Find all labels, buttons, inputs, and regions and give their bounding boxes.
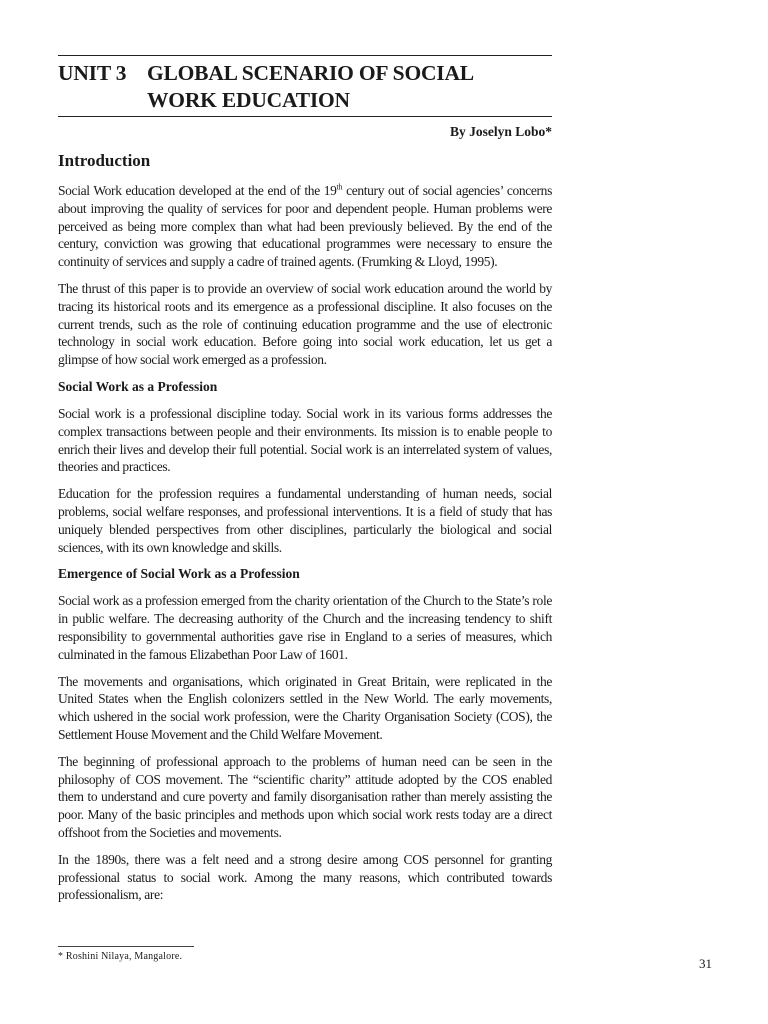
footnote: * Roshini Nilaya, Mangalore. — [58, 951, 183, 962]
intro-p1-superscript: th — [336, 182, 343, 192]
emergence-heading: Emergence of Social Work as a Profession — [58, 566, 300, 582]
emergence-paragraph-2: The movements and organisations, which originated in Great Britain, were replicated in the United States when the English colonizers settled in the New World. The early movements, which ushered in the social work profession, were the Charity Organisation Society (COS), the Settlement House Movement and the Child Welfare Movement. — [58, 673, 552, 742]
unit-number: UNIT 3 — [58, 61, 127, 85]
document-body — [58, 150, 552, 913]
emergence-paragraph-3: The beginning of professional approach to the problems of human need can be seen in the philosophy of COS movement. The “scientific charity” attitude adopted by the COS enabled them to understand and cure poverty and family disorganisation rather than merely assisting the poor. Many of the basic principles and methods upon which social work rests today are a direct offshoot from the Societies and movements. — [58, 753, 552, 840]
intro-p1-end: century out of social agencies’ concerns about improving the quality of services for poor and dependent people. Human problems were perceived as being more complex than what had been previously believed. By the end of the century, conviction was growing that educational programmes were necessary to ensure the continuity of services and supply a cadre of trained agents. (Frumking & Lloyd, 1995). — [58, 183, 552, 270]
profession-paragraph-2: Education for the profession requires a fundamental understanding of human needs, social problems, social welfare responses, and professional interventions. It is a field of study that has uniquely blended perspectives from other disciplines, particularly the biological and social sciences, with its own knowledge and skills. — [58, 486, 552, 555]
page-number: 31 — [699, 956, 712, 971]
author-byline: By Joselyn Lobo* — [449, 124, 552, 139]
profession-paragraph-1: Social work is a professional discipline today. Social work in its various forms addresses the complex transactions between people and their environments. Its mission is to enable people to enrich their lives and develop their full potential. Social work is an interrelated system of values, theories and practices. — [58, 405, 552, 475]
unit-title-text: GLOBAL SCENARIO OF SOCIAL WORK EDUCATION — [147, 61, 473, 112]
emergence-paragraph-4: In the 1890s, there was a felt need and a strong desire among COS personnel for granting professional status to social work. Among the many reasons, which contributed towards professionalism, are: — [58, 851, 552, 903]
intro-paragraph-2: The thrust of this paper is to provide an overview of social work education around the world by tracing its historical roots and its emergence as a professional discipline. It also focuses on the current trends, such as the role of continuing education programme and the use of electronic technology in social work education. Before going into social work education, let us get a glimpse of how social work emerged as a profession. — [58, 280, 552, 368]
footnote-rule — [58, 946, 194, 947]
profession-heading: Social Work as a Profession — [58, 378, 218, 394]
header-bottom-rule — [58, 116, 552, 117]
introduction-heading: Introduction — [58, 151, 151, 170]
intro-p1-start: Social Work education developed at the end of the 19 — [58, 183, 337, 198]
header-top-rule — [58, 55, 552, 56]
emergence-paragraph-1: Social work as a profession emerged from the charity orientation of the Church to the State’s role in public welfare. The decreasing authority of the Church and the increasing tendency to shift responsibility to governmental authorities gave rise in England to a series of measures, which culminated in the famous Elizabethan Poor Law of 1601. — [58, 593, 552, 662]
intro-paragraph-1 — [58, 182, 552, 271]
